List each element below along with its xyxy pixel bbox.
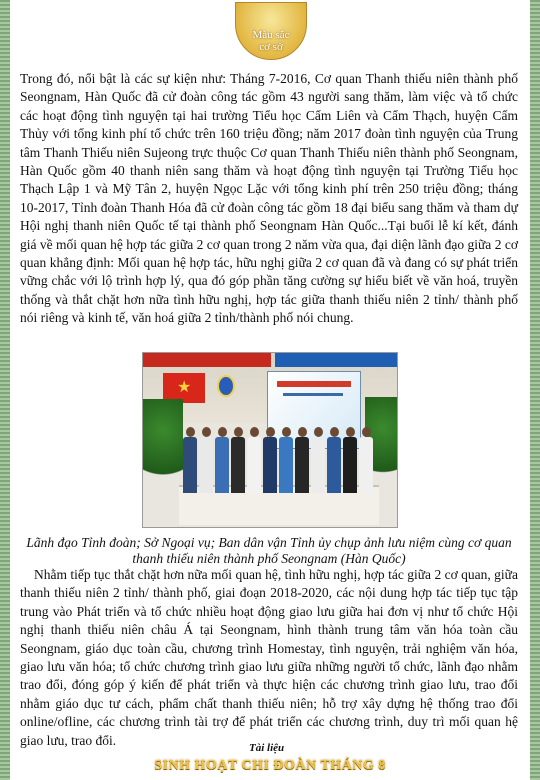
youth-union-emblem (217, 375, 235, 397)
right-decorative-border (530, 0, 540, 780)
person (343, 427, 357, 493)
badge-line-1: Màu sắc (252, 29, 290, 41)
person (311, 427, 325, 493)
reference-label: Tài liệu (249, 742, 285, 754)
article-paragraph-2: Nhằm tiếp tục thắt chặt hơn nữa mối quan hệ, tình hữu nghị, hợp tác giữa 2 cơ quan, giữa thanh thiếu niên 2 tỉnh/ thành phố, giai đoạn 2018-2020, các nội dung hợp tác tiếp tục tập trung vào Phát triển và tổ chức nhiều hoạt động giao lưu giữa hai đơn vị như tổ chức Hội nghị thanh thiếu niên châu Á tại Seongnam, hình thành trung tâm văn hóa toàn cầu Seongnam, giáo dục toàn cầu, chương trình Homestay, tình nguyện, trải nghiệm văn hóa, giao lưu văn hóa; tổ chức chương trình giao lưu giữa những người tổ chức, lãnh đạo nhằm trao đổi, đóng góp ý kiến để phát triển và thực hiện các chương trình giao lưu, trao đổi nhằm giáo dục tư cách, phẩm chất thanh thiếu niên; hỗ trợ xây dựng hệ thống trao đổi online/ofline, các chương trình tài trợ để phát triển các chương trình, duy trì mối quan hệ giao lưu, trao đổi. (20, 567, 518, 748)
header-badge (235, 2, 307, 60)
person (199, 427, 213, 493)
footer-title: SINH HOẠT CHI ĐOÀN THÁNG 8 (154, 758, 386, 773)
person (359, 427, 373, 493)
left-decorative-border (0, 0, 10, 780)
badge-line-2: cơ sở (259, 41, 283, 53)
person (231, 427, 245, 493)
person (279, 427, 293, 493)
group-photo (142, 352, 398, 528)
person (215, 427, 229, 493)
screen-subtitle-strip (283, 393, 343, 396)
photo-caption: Lãnh đạo Tỉnh đoàn; Sở Ngoại vụ; Ban dân vận Tỉnh ủy chụp ảnh lưu niệm cùng cơ quan thanh thiếu niên thành phố Seongnam (Hàn Quốc) (26, 535, 512, 566)
person (247, 427, 261, 493)
flag-star-icon: ★ (177, 379, 192, 396)
person (327, 427, 341, 493)
person (183, 427, 197, 493)
photo-banner-red (143, 353, 271, 367)
screen-title-strip (277, 381, 351, 387)
article-paragraph-1: Trong đó, nổi bật là các sự kiện như: Tháng 7-2016, Cơ quan Thanh thiếu niên thành phố Seongnam, Hàn Quốc đã cử đoàn công tác gồm 43 người sang thăm, làm việc và tổ chức các hoạt động tình nguyện tại hai trường Tiểu học Cẩm Liên và Cẩm Thạch, huyện Cẩm Thủy với tổng kinh phí tổ chức trên 160 triệu đồng; năm 2017 đoàn tình nguyện của Trung tâm Thanh Thiếu niên Sujeong trực thuộc Cơ quan Thanh Thiếu niên thành phố Seongnam, Hàn Quốc gồm 40 thanh niên sang thăm và hoạt động tình nguyện tại Trường Tiểu học Thạch Lập 1 và Mỹ Tân 2, huyện Ngọc Lặc với tổng kinh phí trên 250 triệu đồng; tháng 10-2017, Tỉnh đoàn Thanh Hóa đã cử đoàn công tác gồm 18 đại biểu sang thăm và tham dự Hội nghị thanh niên Quốc tế tại thành phố Seongnam Hàn Quốc...Tại buổi lễ kí kết, đánh giá về mối quan hệ hợp tác giữa 2 cơ quan trong 2 năm vừa qua, đại diện lãnh đạo giữa 2 cơ quan khẳng định: Mối quan hệ hợp tác, hữu nghị giữa 2 cơ quan đã và đang có sự phát triển vững chắc với lộ trình hợp lý, qua đó góp phần tăng cường sự hiểu biết về văn hoá, truyền thống và thắt chặt hơn nữa tình hữu nghị, hợp tác giữa thanh thiếu niên 2 tỉnh/ thành phố nói riêng và kinh tế, văn hoá giữa 2 tỉnh/thành phố nói chung. (20, 71, 518, 326)
person (263, 427, 277, 493)
person (295, 427, 309, 493)
plant-left (143, 399, 183, 489)
photo-banner-blue (275, 353, 398, 367)
